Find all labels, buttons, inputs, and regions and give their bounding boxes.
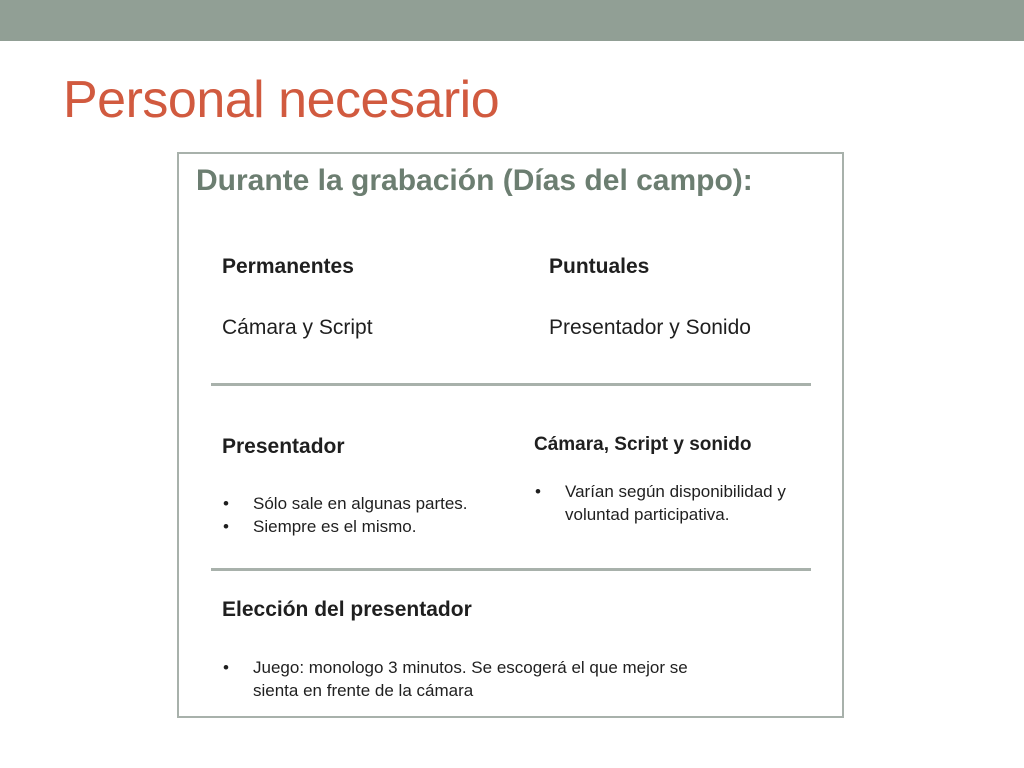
eleccion-presentador-heading: Elección del presentador [222, 598, 472, 621]
bullet-dot: • [223, 494, 229, 513]
eleccion-bullet-list [222, 656, 692, 702]
list-item-text: Sólo sale en algunas partes. [253, 494, 468, 513]
list-item [534, 480, 794, 526]
bullet-dot: • [535, 482, 541, 501]
list-item-text: Varían según disponibilidad y voluntad participativa. [565, 482, 786, 524]
permanentes-text: Cámara y Script [222, 316, 373, 339]
divider-2 [211, 568, 811, 571]
puntuales-text: Presentador y Sonido [549, 316, 751, 339]
list-item [222, 492, 522, 515]
camara-script-sonido-heading: Cámara, Script y sonido [534, 434, 752, 455]
top-accent-bar [0, 0, 1024, 41]
permanentes-heading: Permanentes [222, 255, 354, 278]
list-item-text: Juego: monologo 3 minutos. Se escogerá el que mejor se sienta en frente de la cámara [253, 658, 688, 700]
list-item-text: Siempre es el mismo. [253, 517, 417, 536]
presentador-bullet-list [222, 492, 522, 538]
puntuales-heading: Puntuales [549, 255, 650, 278]
slide-title: Personal necesario [63, 71, 500, 129]
presentador-heading: Presentador [222, 435, 345, 458]
list-item [222, 656, 692, 702]
bullet-dot: • [223, 517, 229, 536]
list-item [222, 515, 522, 538]
divider-1 [211, 383, 811, 386]
panel-heading: Durante la grabación (Días del campo): [196, 164, 753, 197]
camara-script-sonido-bullet-list [534, 480, 794, 526]
bullet-dot: • [223, 658, 229, 677]
